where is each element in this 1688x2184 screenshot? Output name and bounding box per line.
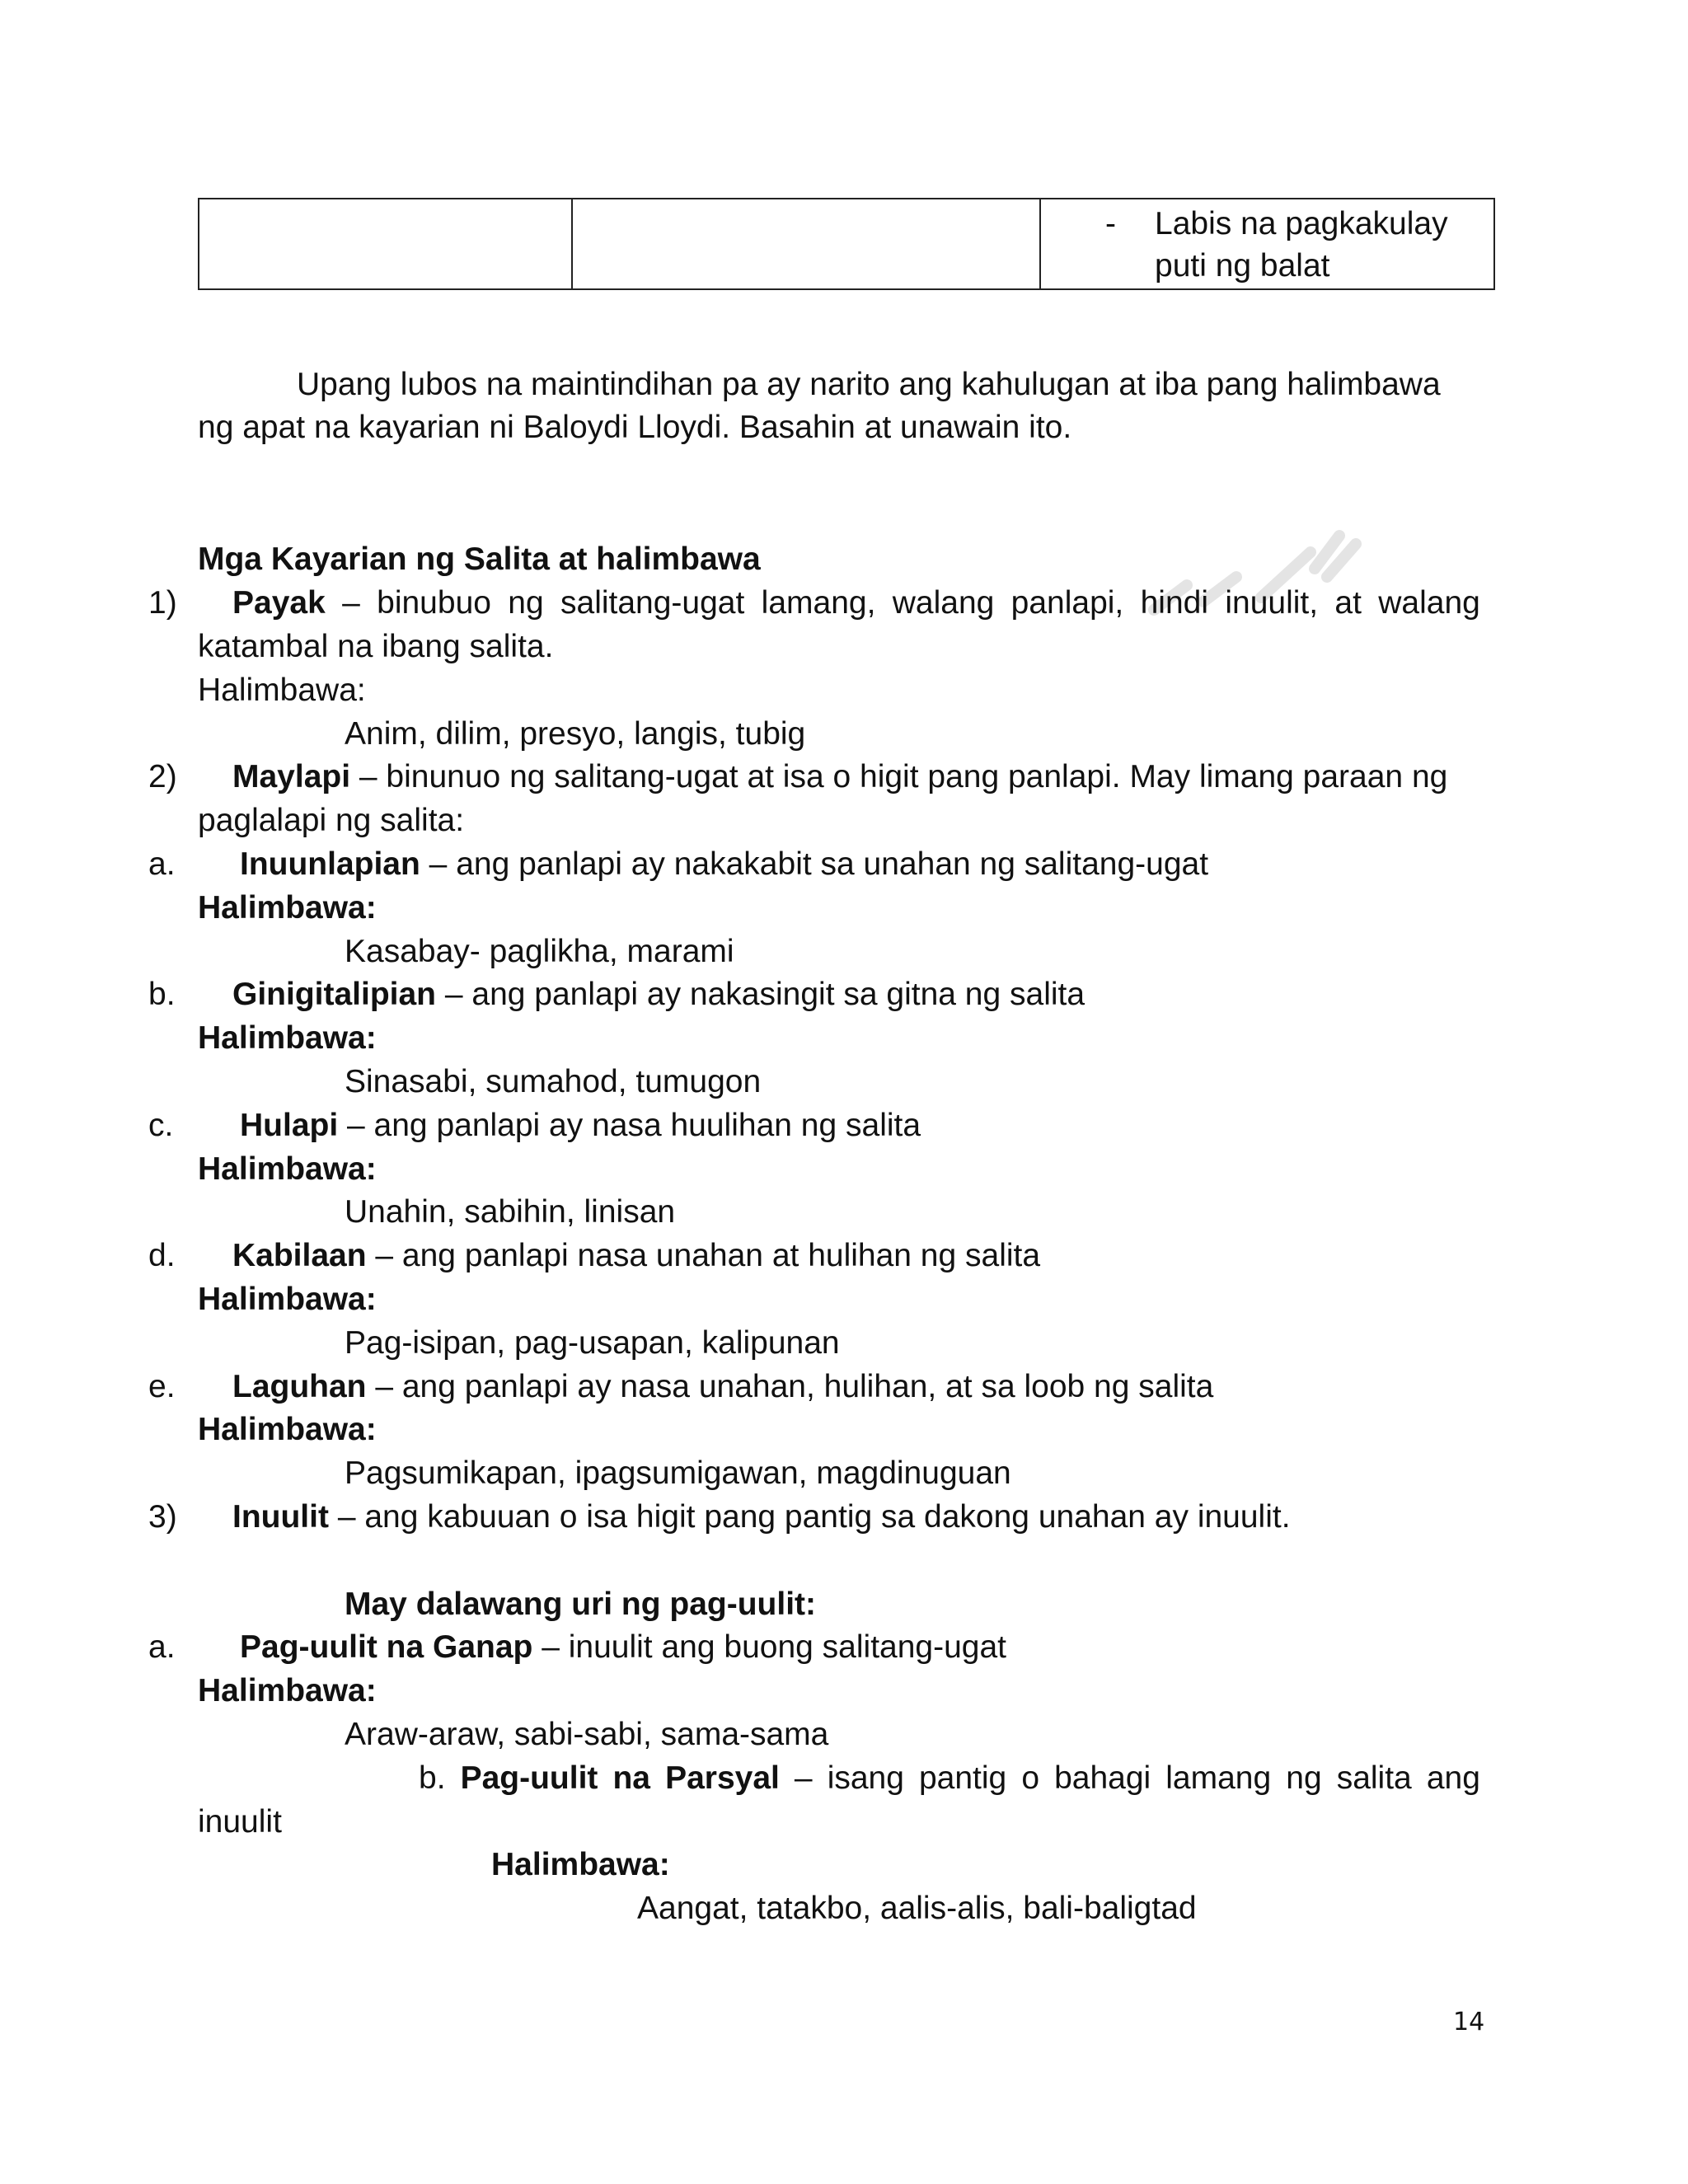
examples-ganap: Araw-araw, sabi-sabi, sama-sama — [345, 1717, 829, 1752]
subitem-letter-d: d. — [148, 1238, 176, 1273]
intro-line-2: ng apat na kayarian ni Baloydi Lloydi. Basahin at unawain ito. — [198, 410, 1072, 445]
table-text-line-2: puti ng balat — [1155, 248, 1330, 284]
subitem-hulapi: Hulapi – ang panlapi ay nasa huulihan ng salita — [240, 1108, 921, 1143]
subitem-inuunlapian: Inuunlapian – ang panlapi ay nakakabit sa unahan ng salitang-ugat — [240, 846, 1209, 882]
continued-table — [198, 198, 1495, 290]
maylapi-definition-line-2: paglalapi ng salita: — [198, 803, 465, 838]
subitem-letter-a: a. — [148, 846, 176, 882]
payak-example-label: Halimbawa: — [198, 673, 366, 708]
table-cell-1 — [199, 199, 572, 289]
subitem-letter-b-parsyal: b. — [419, 1760, 446, 1796]
examples-inuunlapian: Kasabay- paglikha, marami — [345, 934, 734, 969]
inuulit-subheading: May dalawang uri ng pag-uulit: — [345, 1586, 817, 1622]
table-cell-3 — [1040, 199, 1494, 289]
table-bullet: - — [1105, 206, 1116, 241]
example-label: Halimbawa: — [198, 890, 377, 926]
example-label: Halimbawa: — [198, 1151, 377, 1187]
payak-definition-line-2: katambal na ibang salita. — [198, 629, 554, 664]
intro-line-1: Upang lubos na maintindihan pa ay narito ang kahulugan at iba pang halimbawa — [297, 367, 1441, 402]
subitem-letter-c: c. — [148, 1108, 174, 1143]
examples-hulapi: Unahin, sabihin, linisan — [345, 1194, 676, 1230]
item-number-3: 3) — [148, 1499, 177, 1535]
example-label: Halimbawa: — [198, 1673, 377, 1708]
example-label: Halimbawa: — [491, 1847, 670, 1882]
term-maylapi: Maylapi — [232, 759, 351, 794]
table-text-line-1: Labis na pagkakulay — [1155, 206, 1448, 241]
subitem-kabilaan: Kabilaan – ang panlapi nasa unahan at hulihan ng salita — [232, 1238, 1041, 1273]
example-label: Halimbawa: — [198, 1020, 377, 1056]
example-label: Halimbawa: — [198, 1412, 377, 1447]
example-label: Halimbawa: — [198, 1282, 377, 1317]
table-cell-2 — [572, 199, 1040, 289]
section-title: Mga Kayarian ng Salita at halimbawa — [198, 541, 761, 577]
examples-laguhan: Pagsumikapan, ipagsumigawan, magdinuguan — [345, 1455, 1011, 1491]
item-number-1: 1) — [148, 585, 177, 621]
page-number: 14 — [1453, 2008, 1485, 2036]
term-payak: Payak — [232, 585, 326, 621]
examples-ginigitalipian: Sinasabi, sumahod, tumugon — [345, 1064, 762, 1099]
subitem-ginigitalipian: Ginigitalipian – ang panlapi ay nakasingit sa gitna ng salita — [232, 977, 1085, 1012]
subitem-ganap: Pag-uulit na Ganap – inuulit ang buong salitang-ugat — [240, 1629, 1006, 1665]
maylapi-definition-line-1: Maylapi – binunuo ng salitang-ugat at isa o higit pang panlapi. May limang paraan ng — [232, 759, 1448, 794]
examples-parsyal: Aangat, tatakbo, aalis-alis, bali-baligtad — [637, 1891, 1197, 1926]
subitem-letter-a-ganap: a. — [148, 1629, 176, 1665]
subitem-letter-b: b. — [148, 977, 176, 1012]
inuulit-definition: Inuulit – ang kabuuan o isa higit pang pantig sa dakong unahan ay inuulit. — [232, 1499, 1291, 1535]
subitem-parsyal-line-2: inuulit — [198, 1804, 282, 1840]
subitem-laguhan: Laguhan – ang panlapi ay nasa unahan, hulihan, at sa loob ng salita — [232, 1369, 1214, 1404]
subitem-parsyal-line-1: b. Pag-uulit na Parsyal – isang pantig o bahagi lamang ng salita ang — [419, 1760, 1480, 1796]
payak-examples: Anim, dilim, presyo, langis, tubig — [345, 716, 806, 752]
subitem-letter-e: e. — [148, 1369, 176, 1404]
item-number-2: 2) — [148, 759, 177, 794]
term-inuulit: Inuulit — [232, 1499, 329, 1535]
examples-kabilaan: Pag-isipan, pag-usapan, kalipunan — [345, 1325, 840, 1361]
payak-definition-line-1: Payak – binubuo ng salitang-ugat lamang, walang panlapi, hindi inuulit, at walang — [232, 585, 1480, 621]
